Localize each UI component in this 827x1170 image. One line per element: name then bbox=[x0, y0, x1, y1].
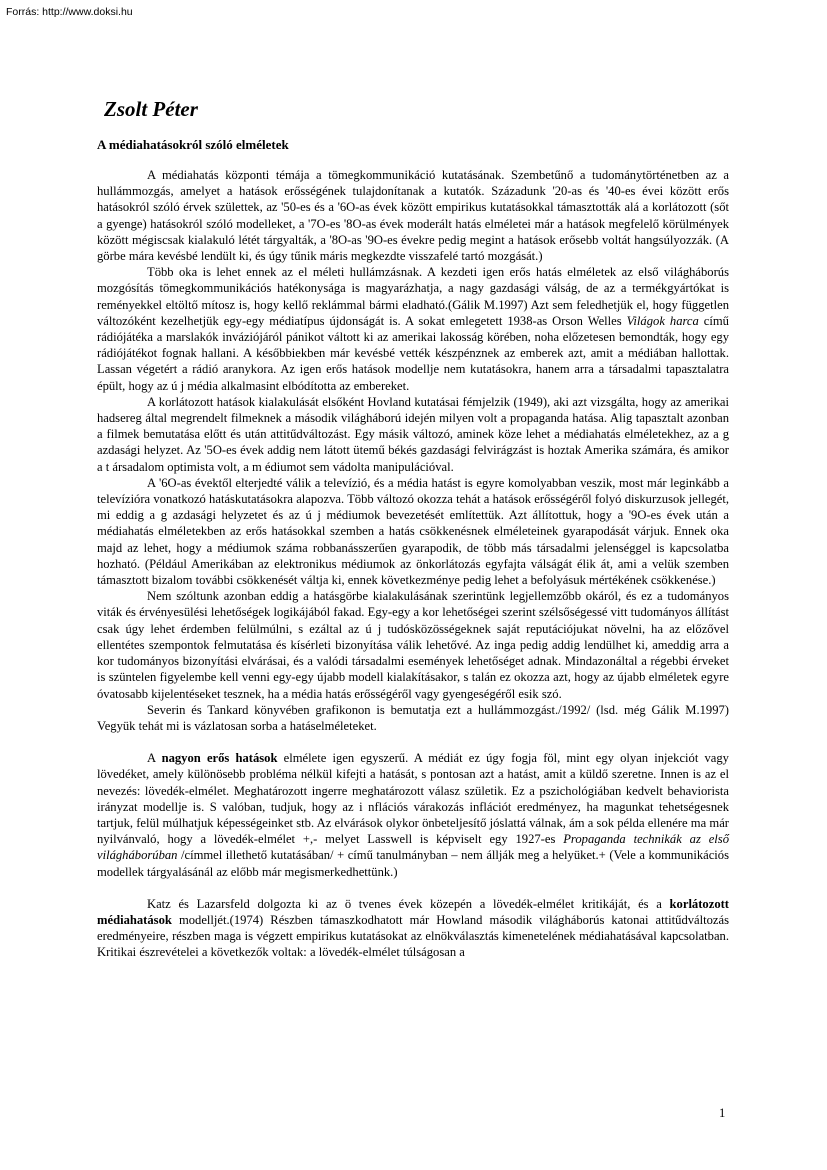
paragraph-p3 bbox=[97, 394, 729, 475]
source-url: Forrás: http://www.doksi.hu bbox=[6, 6, 133, 18]
text-run: /címmel illethető kutatásában/ + című tanulmányban – nem állják meg a helyüket.+ (Vele a kommunikációs modellek tárgyalásánál az előbb már megismerkedhettünk.) bbox=[97, 848, 729, 879]
bold-term: korlátozott médiahatások bbox=[97, 896, 729, 927]
paragraph-p5 bbox=[97, 588, 729, 701]
document-title: A médiahatásokról szóló elméletek bbox=[97, 137, 289, 152]
paragraph-p7 bbox=[97, 750, 729, 880]
author-name: Zsolt Péter bbox=[104, 97, 198, 121]
paragraph-p1 bbox=[97, 167, 729, 264]
bold-term: nagyon erős hatások bbox=[161, 751, 278, 766]
page-number: 1 bbox=[719, 1106, 726, 1120]
text-run: Katz és Lazarsfeld dolgozta ki az ö tvenes évek közepén a lövedék-elmélet kritikáját, és a bbox=[147, 896, 670, 911]
text-run: modelljét.(1974) Részben támaszkodhatott már Howland második világháborús katonai attitűdváltozás eredményeire, részben maga is végzett empirikus kutatásokat az elnökválasztás kimenetelének médiahatásával kapcsolatban. Kritikai észrevételei a következők voltak: a lövedék-elmélet túlságosan a bbox=[97, 912, 729, 960]
text-run: A médiahatás központi témája a tömegkommunikáció kutatásának. Szembetűnő a tudománytörténetben az a hullámmozgás, amelyet a hatások erősségének tulajdonítanak a kutatók. Századunk '20-as és '40-es évei között erős hatásokról szóló érvek születtek, az '50-es és a '6O-as évek között empirikus kutatásokkal támasztották alá a korlátozott (sőt a gyenge) hatásokról szóló modelleket, a '7O-es '8O-as évek moderált hatás elméletei már a hatások megfelelő körülmények között mégiscsak kialakuló létét tárgyalták, a '8O-as '9O-es évekre pedig megint a hatások erősebb voltát hangsúlyozzák. (A görbe mára kevésbé lendült ki, és úgy tűnik máris megkezdte visszafelé tartó mozgását.) bbox=[97, 168, 729, 264]
paragraph-p2 bbox=[97, 264, 729, 394]
text-run: Nem szóltunk azonban eddig a hatásgörbe kialakulásának szerintünk legjellemzőbb okáról, és ez a tudományos viták és érvényesülési lehetőségek logikájából fakad. Egy-egy a kor lehetőségei szerint szélsőségessé vitt tudományos állítást csak úgy lehet érdemben felülmúlni, s ezáltal az ú j tudósközösségeknek saját reputációjukat növelni, ha az előzővel ellentétes szempontok felmutatása és kísérleti bizonyítása válik lehetővé. Az inga pedig addig lendülhet ki, ameddig arra a kor tudományos bizonyítási elvárásai, és a valódi társadalmi események lehetőséget adnak. Mindazonáltal a régebbi érveket is szüntelen figyelembe kell venni egy-egy újabb modell kialakításakor, s talán ez okozza azt, hogy az újabb elméletek egyre óvatosabb kijelentéseket tesznek, ha a média hatás erősségéről vagy gyengeségéről esik szó. bbox=[97, 589, 729, 701]
text-run: Severin és Tankard könyvében grafikonon is bemutatja ezt a hullámmozgást./1992/ (lsd. még Gálik M.1997) Vegyük tehát mi is vázlatosan sorba a hatáselméleteket. bbox=[97, 702, 729, 733]
text-run: Több oka is lehet ennek az el méleti hullámzásnak. A kezdeti igen erős hatás elméletek az első világháborús mozgósítás tömegkommunikációs hatékonysága is magyarázhatja, a nagy gazdasági válság, de az a termékgyártókat is reményekkel eltöltő mítosz is, hogy kellő reklámmal bármi eladható.(Gálik M.1997) Azt sem feledhetjük el, hogy független változóként kezelhetjük egy-egy médiatípus újdonságát is. A sokat emlegetett 1938-as Orson Welles bbox=[97, 265, 729, 328]
text-run: A korlátozott hatások kialakulását elsőként Hovland kutatásai fémjelzik (1949), aki azt vizsgálta, hogy az amerikai hadsereg által megrendelt filmeknek a második világháború idején milyen volt a propaganda hatása. Alig tapasztalt azonban a filmek bemutatása előtt és után attitűdváltozást. Egy másik változó, aminek köze lehet a médiahatás elméletekhez, az a g azdasági helyzet. Az '5O-es évek addig nem látott ütemű békés gazdasági felvirágzást is hoztak Amerika számára, és amikor a t ársadalom optimista volt, a m édiumot sem vádolta manipulációval. bbox=[97, 394, 729, 474]
italic-title: Világok harca bbox=[626, 313, 699, 328]
document-page bbox=[97, 96, 729, 961]
body-text bbox=[97, 167, 729, 961]
paragraph-p4 bbox=[97, 475, 729, 588]
paragraph-p6 bbox=[97, 702, 729, 734]
italic-title: Propaganda technikák az első világháborúban bbox=[97, 832, 729, 863]
text-run: A bbox=[147, 751, 162, 766]
paragraph-p8 bbox=[97, 896, 729, 961]
text-run: című rádiójátéka a marslakók inváziójáról pánikot váltott ki az amerikai lakosság körében, noha előzetesen bemondták, hogy egy rádiójátékot fognak hallani. A későbbiekben már kevésbé vették készpénznek az emberek azt, amit a médiában hallottak. Lassan végetért a rádió aranykora. Az igen erős hatások modellje nem kutatásokra, hanem arra a társadalmi tapasztalatra épült, hogy az ú j média alkalmasint elbódította az embereket. bbox=[97, 313, 729, 393]
text-run: elmélete igen egyszerű. A médiát ez úgy fogja föl, mint egy olyan injekciót vagy lövedéket, amely különösebb probléma nélkül kifejti a hatását, s pontosan azt a hatást, amit a küldő szeretne. Innen is az el nevezés: lövedék-elmélet. Meghatározott ingerre meghatározott válasz születik. Ez a pszichológiában kedvelt behaviorista irányzat modellje is. S valóban, tudjuk, hogy az i nflációs várakozás inflációt eredményez, ha magunkat tehetségesnek tartjuk, felül múlhatjuk képességeinket stb. Az elvárások olykor önbeteljesítő jóslattá válnak, ám a sok példa ellenére ma már nyilvánvaló, hogy a lövedék-elmélet +,- melyet Lasswell is képviselt egy 1927-es bbox=[97, 751, 729, 847]
text-run: A '6O-as évektől elterjedté válik a televízió, és a média hatást is egyre komolyabban veszik, most már leginkább a televízióra vonatkozó hatáskutatásokra alapozva. Több változó okozza tehát a hatások erősségéről folyó diskurzusok jellegét, mi eddig a g azdasági helyzetet és az ú j médiumok bevezetését említettük. Azt állítottuk, hogy a '9O-es évek után a médiahatás elméletekben az erős hatásokkal szemben a hatás csökkenésnek elméleteinek gyarapodását várjuk. Ennek oka majd az lehet, hogy a médiumok száma robbanásszerűen gyarapodik, de több más társadalmi jelenséggel is kapcsolatba hozható. (Például Amerikában az elektronikus médiumok az önkorlátozás egyfajta válságát élik át, ami a velük szemben támasztott bizalom további csökkenését váltja ki, ennek következménye pedig lehet a befolyásuk mértékének csökkenése.) bbox=[97, 475, 729, 588]
